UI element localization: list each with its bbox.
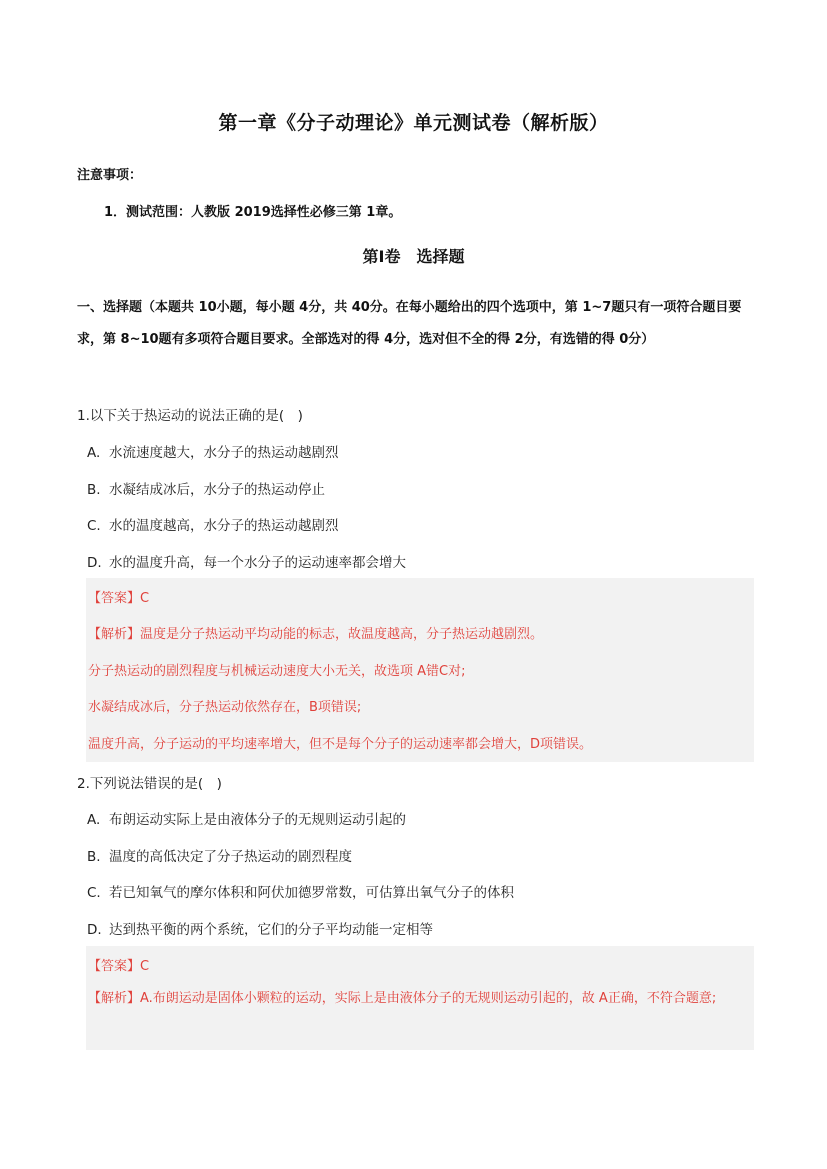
- option-letter: B.: [87, 849, 101, 865]
- option-letter: D.: [87, 922, 102, 938]
- analysis-line: 水凝结成冰后，分子热运动依然存在，B项错误;: [88, 700, 362, 715]
- question-2-option-c: [87, 881, 514, 901]
- question-2-option-a: [87, 808, 406, 828]
- option-letter: B.: [87, 482, 101, 498]
- option-letter: A.: [87, 812, 101, 828]
- option-letter: A.: [87, 445, 101, 461]
- question-2-stem: 2.下列说法错误的是( ): [77, 776, 222, 792]
- section-instructions: 一、选择题（本题共 10小题，每小题 4分，共 40分。在每小题给出的四个选项中，第 1~7题只有一项符合题目要求，第 8~10题有多项符合题目要求。全部选对的得 4分，选对但不全的得 2分，有选错的得 0分）: [77, 300, 742, 347]
- question-2-option-d: [87, 918, 433, 938]
- option-text: 布朗运动实际上是由液体分子的无规则运动引起的: [109, 812, 406, 828]
- section-title: 第Ⅰ卷 选择题: [362, 247, 465, 266]
- option-text: 水流速度越大，水分子的热运动越剧烈: [109, 445, 339, 461]
- analysis-line: 分子热运动的剧烈程度与机械运动速度大小无关，故选项 A错C对;: [88, 664, 466, 679]
- notice-heading: 注意事项：: [77, 168, 143, 183]
- option-text: 温度的高低决定了分子热运动的剧烈程度: [109, 849, 352, 865]
- question-1-option-b: [87, 478, 325, 498]
- question-2-option-b: [87, 845, 352, 865]
- analysis-line: 温度升高，分子运动的平均速率增大，但不是每个分子的运动速率都会增大，D项错误。: [88, 737, 593, 752]
- question-1-option-d: [87, 551, 406, 571]
- question-1-answer-box: [86, 578, 754, 762]
- analysis-line: 【解析】温度是分子热运动平均动能的标志，故温度越高，分子热运动越剧烈。: [88, 627, 544, 642]
- answer-label: 【答案】C: [88, 959, 150, 974]
- question-1-option-c: [87, 514, 339, 534]
- option-text: 水凝结成冰后，水分子的热运动停止: [109, 482, 325, 498]
- question-1-option-a: [87, 441, 339, 461]
- option-text: 水的温度越高，水分子的热运动越剧烈: [109, 518, 339, 534]
- option-text: 水的温度升高，每一个水分子的运动速率都会增大: [109, 555, 406, 571]
- analysis-line: 【解析】A.布朗运动是固体小颗粒的运动，实际上是由液体分子的无规则运动引起的，故 A正确，不符合题意;: [88, 991, 717, 1006]
- question-1-stem: 1.以下关于热运动的说法正确的是( ): [77, 408, 303, 424]
- option-text: 达到热平衡的两个系统，它们的分子平均动能一定相等: [109, 922, 433, 938]
- option-letter: C.: [87, 885, 101, 901]
- option-letter: C.: [87, 518, 101, 534]
- notice-item: 1．测试范围：人教版 2019选择性必修三第 1章。: [104, 205, 402, 220]
- question-2-answer-box: [86, 946, 754, 1050]
- document-title: 第一章《分子动理论》单元测试卷（解析版）: [218, 112, 609, 134]
- option-letter: D.: [87, 555, 102, 571]
- answer-label: 【答案】C: [88, 591, 150, 606]
- option-text: 若已知氧气的摩尔体积和阿伏加德罗常数，可估算出氧气分子的体积: [109, 885, 514, 901]
